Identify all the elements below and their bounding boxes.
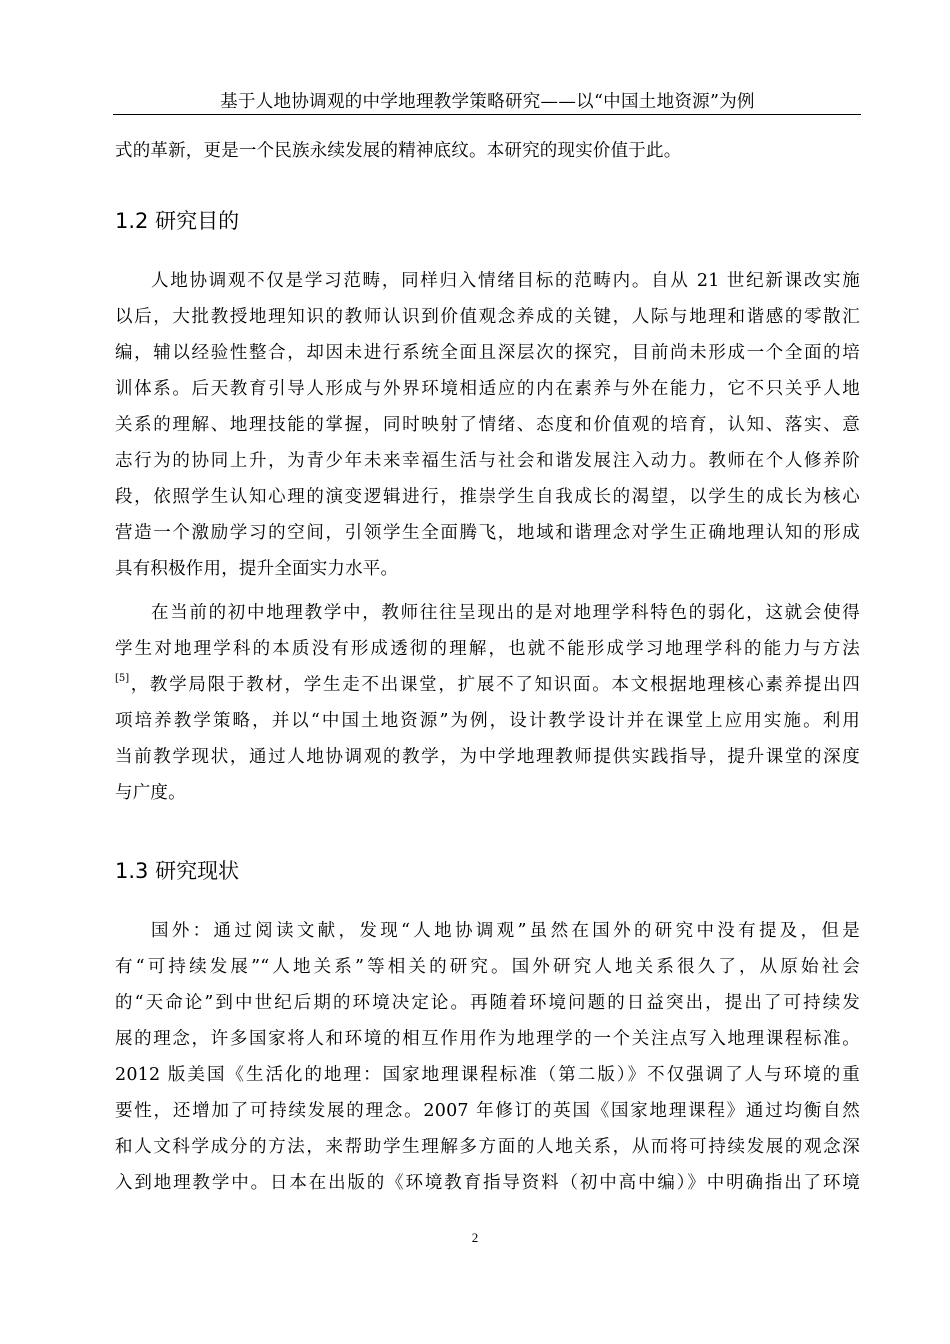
paragraph-line: 当前教学现状，通过人地协调观的教学，为中学地理教师提供实践指导，提升课堂的深度 [115, 747, 860, 767]
paragraph-line: 编，辅以经验性整合，却因未进行系统全面且深层次的探究，目前尚未形成一个全面的培 [115, 343, 860, 363]
paragraph-line: 营造一个激励学习的空间，引领学生全面腾飞，地域和谐理念对学生正确地理认知的形成 [115, 523, 860, 543]
paragraph-line-with-citation [115, 667, 860, 703]
page-number: 2 [471, 1230, 479, 1245]
intro-line: 式的革新，更是一个民族永续发展的精神底纹。本研究的现实价值于此。 [115, 141, 682, 161]
paragraph-line: 以后，大批教授地理知识的教师认识到价值观念养成的关键，人际与地理和谐感的零散汇 [115, 307, 860, 327]
paragraph-line: 有“可持续发展”“人地关系”等相关的研究。国外研究人地关系很久了，从原始社会 [115, 957, 860, 977]
paragraph-line: 展的理念，许多国家将人和环境的相互作用作为地理学的一个关注点写入地理课程标准。 [115, 1029, 860, 1049]
paragraph-line: 关系的理解、地理技能的掌握，同时映射了情绪、态度和价值观的培育，认知、落实、意 [115, 415, 860, 435]
paragraph-line: 的“天命论”到中世纪后期的环境决定论。再随着环境问题的日益突出，提出了可持续发 [115, 993, 860, 1013]
paragraph-line: 学生对地理学科的本质没有形成透彻的理解，也就不能形成学习地理学科的能力与方法 [115, 639, 860, 659]
paragraph-line: 在当前的初中地理教学中，教师往往呈现出的是对地理学科特色的弱化，这就会使得 [151, 603, 860, 623]
paragraph-line: 入到地理教学中。日本在出版的《环境教育指导资料（初中高中编）》中明确指出了环境 [115, 1173, 860, 1193]
paragraph-line: 和人文科学成分的方法，来帮助学生理解多方面的人地关系，从而将可持续发展的观念深 [115, 1137, 860, 1157]
section-heading-1-2: 1.2 研究目的 [115, 209, 240, 233]
paragraph-line: 要性，还增加了可持续发展的理念。2007 年修订的英国《国家地理课程》通过均衡自然 [115, 1101, 860, 1121]
running-header: 基于人地协调观的中学地理教学策略研究——以“中国土地资源”为例 [220, 92, 755, 112]
paragraph-line: 项培养教学策略，并以“中国土地资源”为例，设计教学设计并在课堂上应用实施。利用 [115, 711, 860, 731]
paragraph-line: 段，依照学生认知心理的演变逻辑进行，推崇学生自我成长的渴望，以学生的成长为核心 [115, 487, 860, 507]
paragraph-line: 具有积极作用，提升全面实力水平。 [115, 559, 399, 579]
header-rule [113, 114, 861, 115]
paragraph-line: 国外：通过阅读文献，发现“人地协调观”虽然在国外的研究中没有提及，但是 [151, 921, 860, 941]
paragraph-line: 训体系。后天教育引导人形成与外界环境相适应的内在素养与外在能力，它不只关乎人地 [115, 379, 860, 399]
paragraph-line: 2012 版美国《生活化的地理：国家地理课程标准（第二版）》不仅强调了人与环境的重 [115, 1065, 860, 1085]
paragraph-line: 与广度。 [115, 783, 186, 803]
section-heading-1-3: 1.3 研究现状 [115, 859, 240, 883]
paragraph-line: 人地协调观不仅是学习范畴，同样归入情绪目标的范畴内。自从 21 世纪新课改实施 [151, 271, 860, 291]
paragraph-line: 志行为的协同上升，为青少年未来幸福生活与社会和谐发展注入动力。教师在个人修养阶 [115, 451, 860, 471]
citation-ref: [5] [115, 673, 130, 684]
paragraph-text: ，教学局限于教材，学生走不出课堂，扩展不了知识面。本文根据地理核心素养提出四 [129, 675, 860, 695]
